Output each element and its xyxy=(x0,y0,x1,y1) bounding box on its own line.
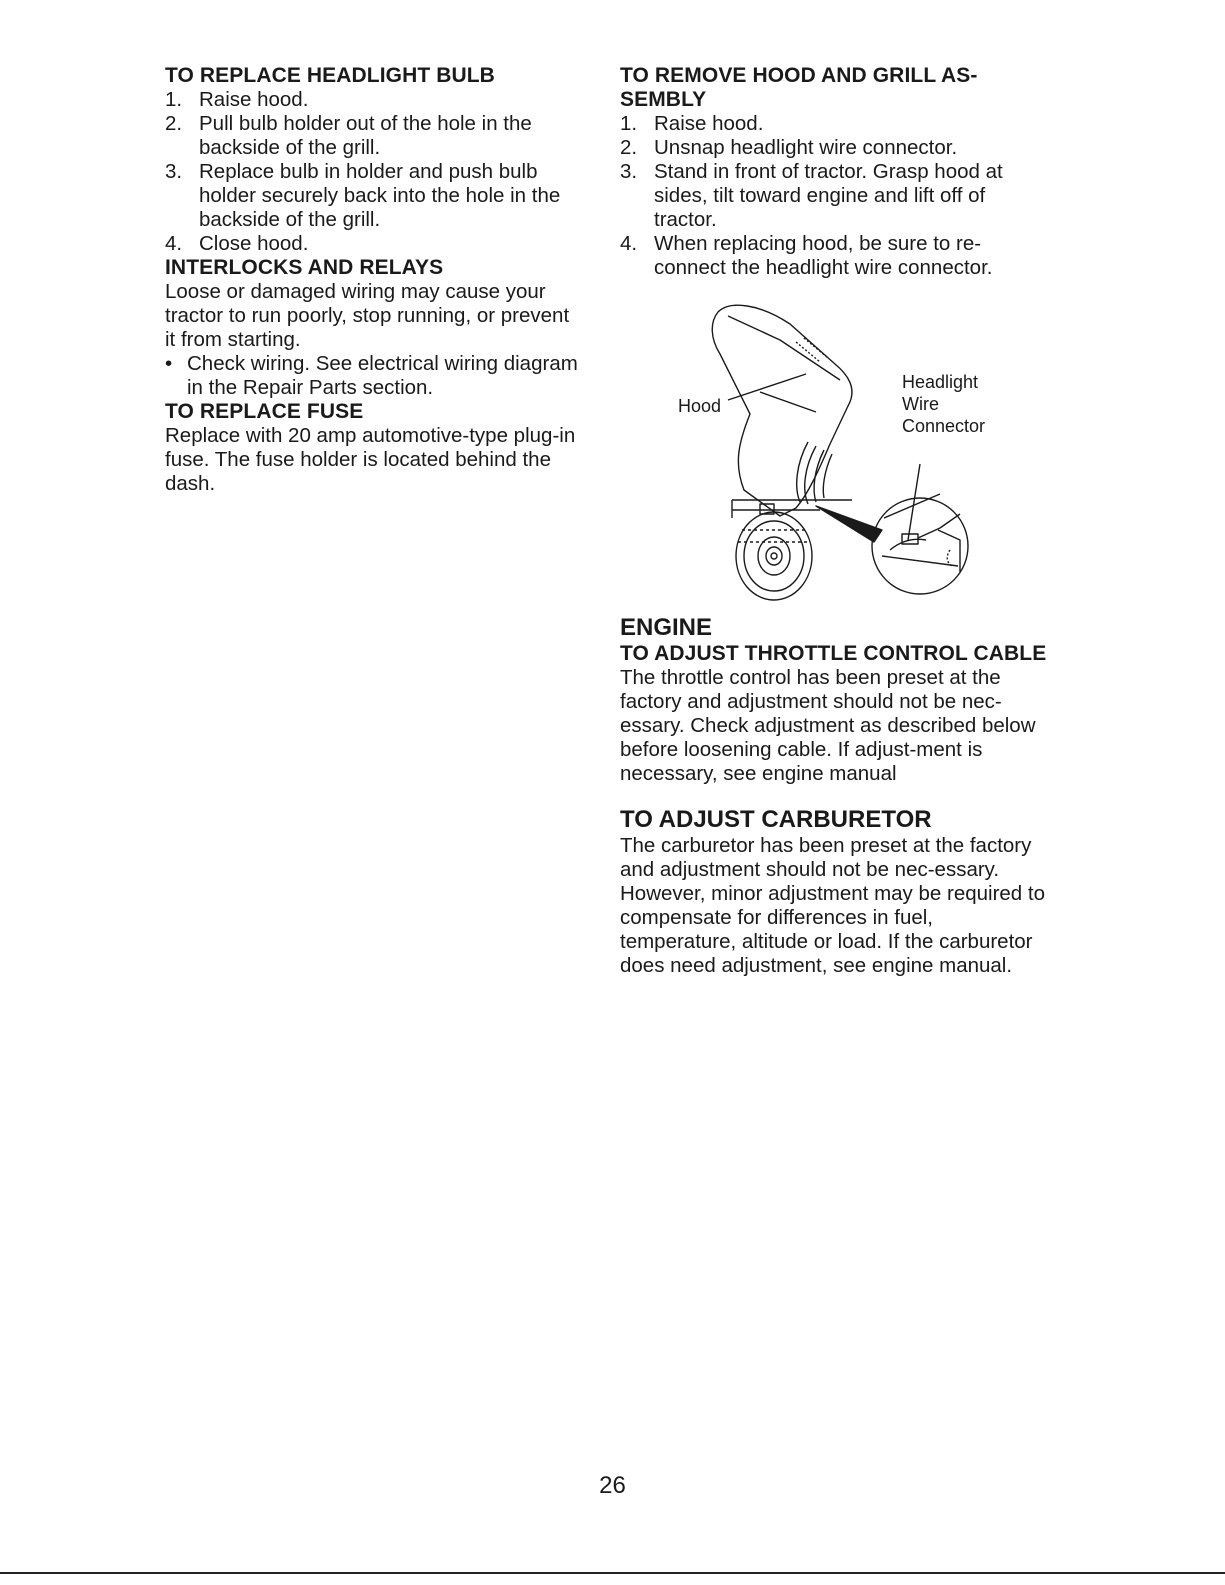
hood-leader-line xyxy=(728,374,806,400)
engine-heading: ENGINE xyxy=(620,614,713,641)
front-wheel xyxy=(736,512,812,600)
bottom-rule xyxy=(0,1572,1225,1574)
hood-removal-figure xyxy=(620,294,1050,614)
headlight-heading: TO REPLACE HEADLIGHT BULB xyxy=(165,64,495,87)
hood-illustration xyxy=(620,294,1050,614)
carburetor-heading: TO ADJUST CARBURETOR xyxy=(620,806,932,833)
list-item: 3. Stand in front of tractor. Grasp hood at sides, tilt toward engine and lift off of tractor. xyxy=(620,160,1003,231)
connector-label-line-1: Headlight xyxy=(902,372,979,392)
list-item: 2. Unsnap headlight wire connector. xyxy=(620,136,958,159)
list-item: 3. Replace bulb in holder and push bulb holder securely back into the hole in the backside of the grill. xyxy=(165,160,561,231)
connector-label-line-3: Connector xyxy=(902,416,986,436)
throttle-paragraph: The throttle control has been preset at the factory and adjustment should not be nec-essary. Check adjustment as described below before loosening cable. If adjust-ment is necessary, see engine manual xyxy=(620,666,1036,785)
list-item: • Check wiring. See electrical wiring diagram in the Repair Parts section. xyxy=(165,352,578,399)
throttle-heading: TO ADJUST THROTTLE CONTROL CABLE xyxy=(620,642,1047,665)
list-item: 1. Raise hood. xyxy=(620,112,764,135)
interlocks-paragraph: Loose or damaged wiring may cause your tractor to run poorly, stop running, or prevent it from starting. xyxy=(165,280,570,351)
connector-label-line-2: Wire xyxy=(902,394,939,414)
hood-heading: TO REMOVE HOOD AND GRILL AS-SEMBLY xyxy=(620,64,978,111)
left-column xyxy=(165,64,585,496)
page-number: 26 xyxy=(599,1472,626,1499)
fuse-heading: TO REPLACE FUSE xyxy=(165,400,364,423)
interlocks-heading: INTERLOCKS AND RELAYS xyxy=(165,256,444,279)
list-item: 2. Pull bulb holder out of the hole in the backside of the grill. xyxy=(165,112,532,159)
hood-label: Hood xyxy=(678,396,722,416)
hood-outline xyxy=(712,305,852,516)
headlight-steps xyxy=(165,88,585,256)
carburetor-paragraph: The carburetor has been preset at the factory and adjustment should not be nec-essary. However, minor adjustment may be required to compensate for differences in fuel, temperature, altitude or load. If the carburetor does need adjustment, see engine manual. xyxy=(620,834,1046,977)
list-item: 4. When replacing hood, be sure to re-connect the headlight wire connector. xyxy=(620,232,993,279)
hood-steps xyxy=(620,112,1050,280)
connector-leader-line xyxy=(908,464,920,540)
list-item: 1. Raise hood. xyxy=(165,88,309,111)
list-item: 4. Close hood. xyxy=(165,232,309,255)
interlocks-bullets xyxy=(165,352,585,400)
magnify-pointer xyxy=(816,506,882,542)
magnified-connector-view xyxy=(872,494,968,594)
right-column xyxy=(620,64,1050,978)
fuse-paragraph: Replace with 20 amp automotive-type plug-in fuse. The fuse holder is located behind the dash. xyxy=(165,424,576,495)
